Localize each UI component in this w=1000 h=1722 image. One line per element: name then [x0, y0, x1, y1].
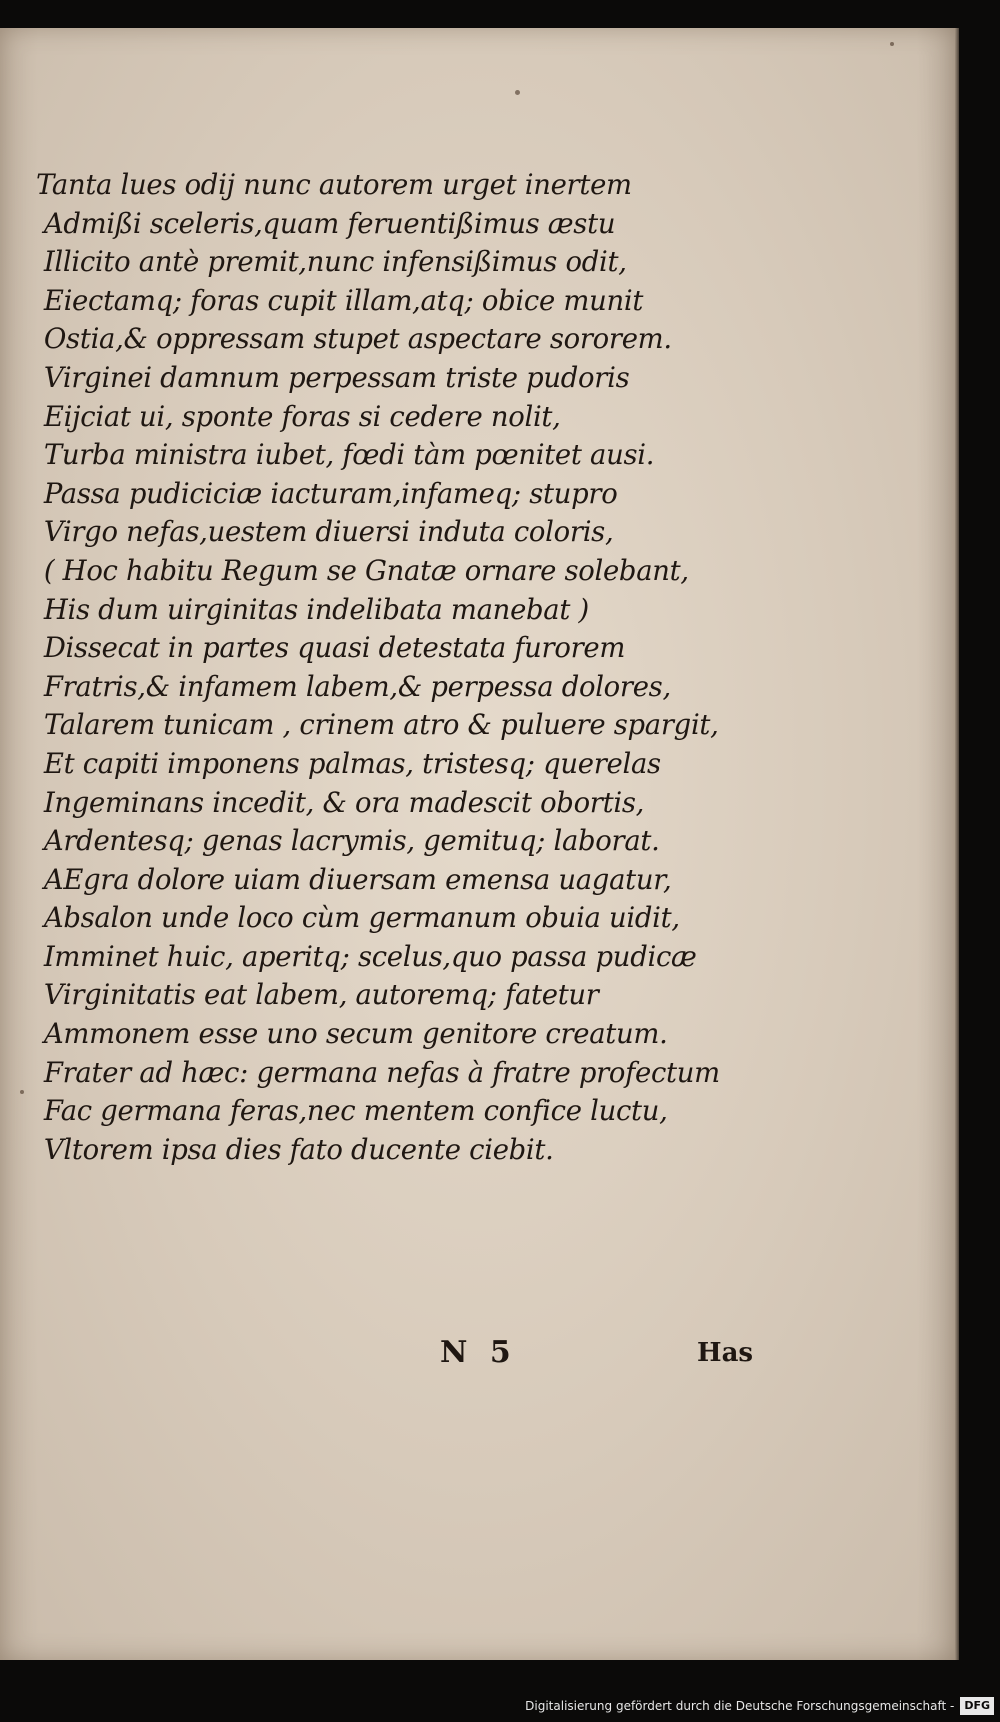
verse-line: Fac germana feras,nec mentem confice luctu, — [43, 1094, 668, 1128]
verse-line: Virgo nefas,uestem diuersi induta coloris, — [43, 515, 614, 549]
ink-spot — [890, 42, 894, 46]
verse-line: Turba ministra iubet, fœdi tàm pœnitet ausi. — [43, 438, 655, 472]
verse-line: Ingeminans incedit, & ora madescit obortis, — [43, 785, 645, 819]
verse-line: Tanta lues odij nunc autorem urget inertem — [36, 168, 632, 201]
catchword: Has — [697, 1338, 754, 1368]
credit-text: Digitalisierung gefördert durch die Deutsche Forschungsgemeinschaft - — [525, 1699, 955, 1713]
verse-line: Admißi sceleris,quam feruentißimus æstu — [43, 206, 616, 240]
verse-line: Eijciat ui, sponte foras si cedere nolit, — [43, 399, 561, 433]
verse-line: Talarem tunicam , crinem atro & puluere spargit, — [43, 708, 719, 742]
verse-line: Dissecat in partes quasi detestata furorem — [43, 631, 626, 665]
verse-line: Ostia,& oppressam stupet aspectare sororem. — [43, 322, 672, 356]
verse-line: Vltorem ipsa dies fato ducente ciebit. — [43, 1132, 554, 1166]
page-edge — [955, 28, 959, 1660]
verse-text — [36, 166, 796, 1169]
verse-line: Et capiti imponens palmas, tristesq; querelas — [43, 746, 661, 780]
verse-line: Fratris,& infamem labem,& perpessa dolores, — [43, 669, 671, 703]
verse-line: Ammonem esse uno secum genitore creatum. — [43, 1017, 668, 1051]
signature-mark: N 5 — [440, 1335, 517, 1370]
verse-line: ( Hoc habitu Regum se Gnatæ ornare solebant, — [43, 553, 689, 587]
book-page — [0, 28, 955, 1660]
verse-line: Absalon unde loco cùm germanum obuia uidit, — [43, 901, 680, 935]
ink-spot — [20, 1090, 24, 1094]
dfg-logo: DFG — [960, 1697, 994, 1715]
digitization-credit — [525, 1696, 994, 1716]
verse-line: AEgra dolore uiam diuersam emensa uagatur, — [43, 862, 672, 896]
verse-line: Illicito antè premit,nunc infensißimus odit, — [43, 245, 627, 279]
verse-line: Ardentesq; genas lacrymis, gemituq; laborat. — [43, 824, 660, 858]
verse-line: Virginitatis eat labem, autoremq; fatetur — [43, 978, 599, 1012]
page-footer — [0, 1333, 955, 1373]
verse-line: Frater ad hæc: germana nefas à fratre profectum — [43, 1055, 720, 1089]
verse-line: His dum uirginitas indelibata manebat ) — [43, 592, 589, 626]
ink-spot — [515, 90, 520, 95]
verse-line: Passa pudiciciæ iacturam,infameq; stupro — [43, 476, 618, 510]
verse-line: Virginei damnum perpessam triste pudoris — [43, 360, 630, 394]
verse-line: Imminet huic, aperitq; scelus,quo passa pudicæ — [43, 939, 697, 973]
verse-line: Eiectamq; foras cupit illam,atq; obice munit — [43, 283, 644, 317]
